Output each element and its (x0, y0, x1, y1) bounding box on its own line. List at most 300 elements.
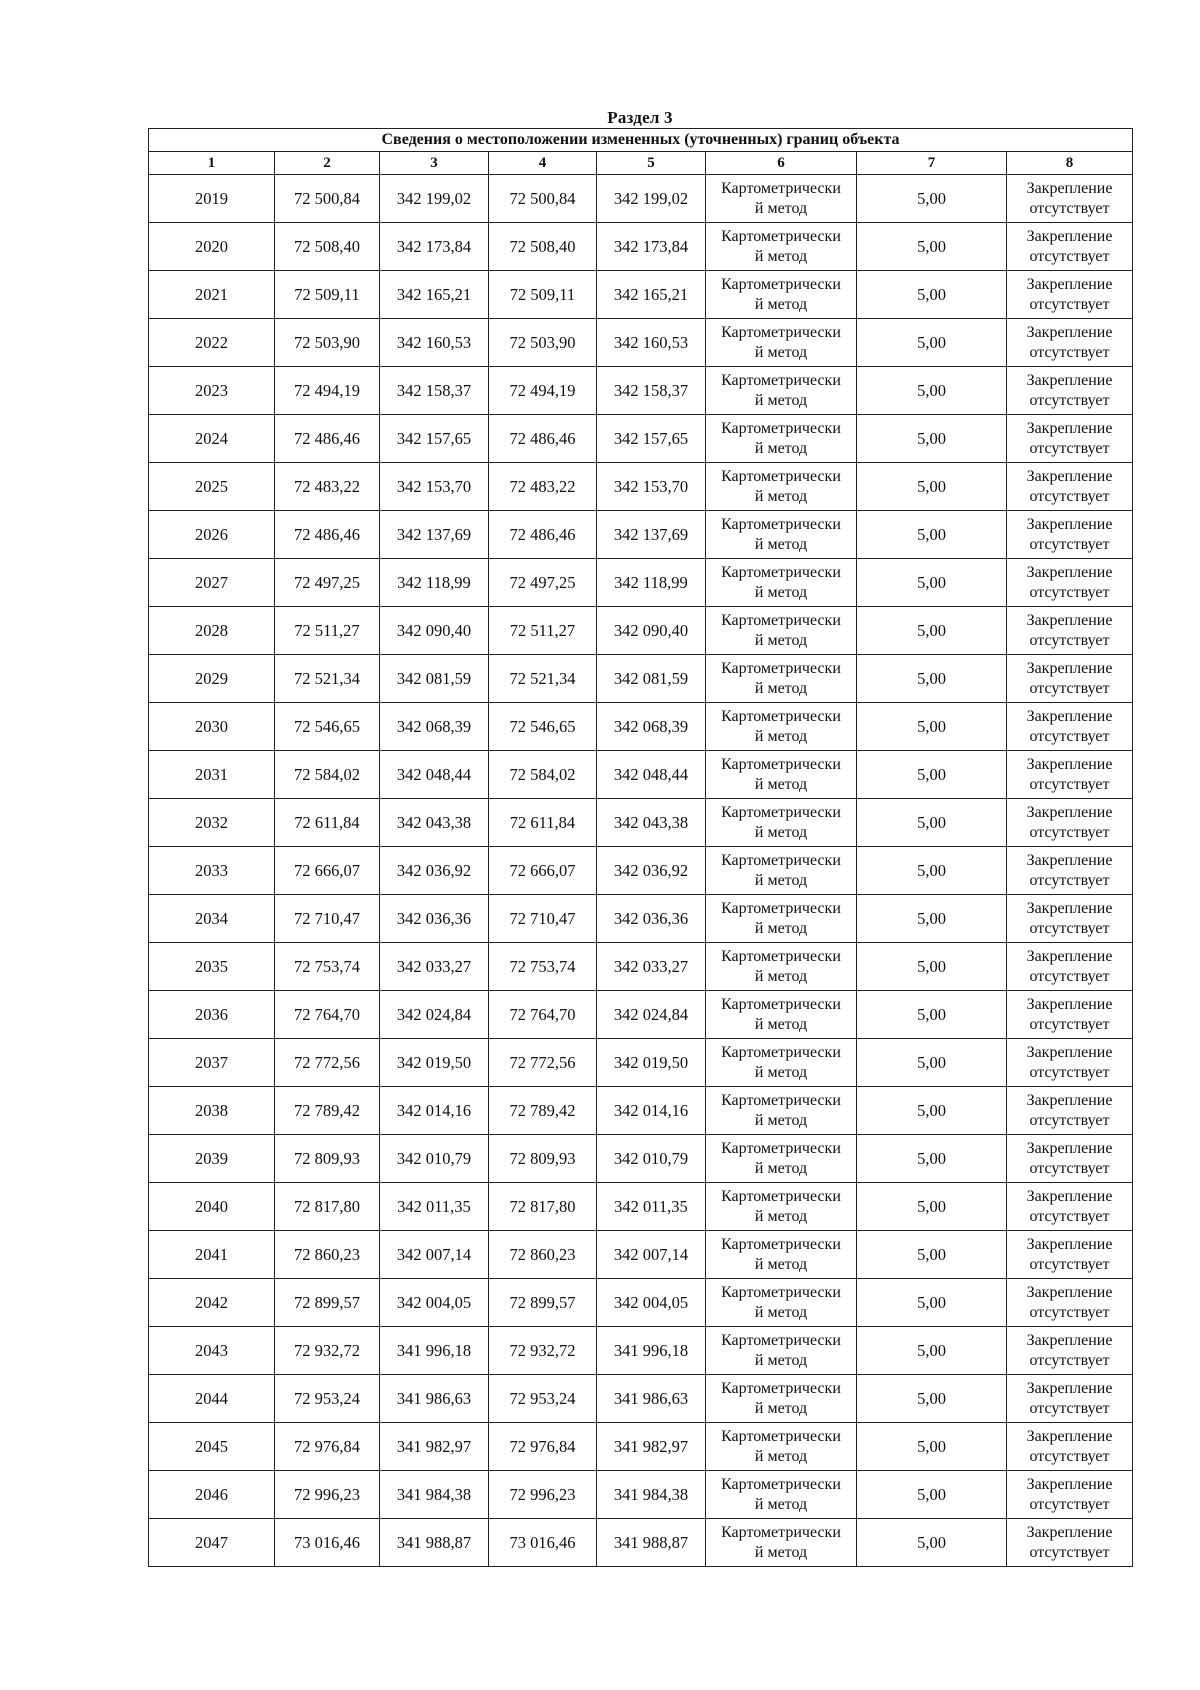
table-row (149, 1231, 1133, 1279)
method-cell (706, 223, 857, 271)
x-refined-cell: 72 611,84 (489, 799, 597, 847)
fixing-cell (1007, 751, 1133, 799)
y-refined-cell: 342 118,99 (597, 559, 706, 607)
method-cell (706, 1327, 857, 1375)
fixing-text-line2: отсутствует (1029, 487, 1110, 505)
method-text-line1: Картометрически (721, 851, 841, 869)
method-text-line1: Картометрически (721, 707, 841, 725)
fixing-text-line1: Закрепление (1026, 1475, 1113, 1493)
y-existing-cell: 341 986,63 (380, 1375, 489, 1423)
accuracy-cell: 5,00 (857, 991, 1007, 1039)
accuracy-cell: 5,00 (857, 799, 1007, 847)
x-refined-cell: 72 497,25 (489, 559, 597, 607)
x-existing-cell: 72 500,84 (275, 175, 380, 223)
x-refined-cell: 72 500,84 (489, 175, 597, 223)
fixing-cell (1007, 703, 1133, 751)
method-text-line2: й метод (754, 1447, 808, 1465)
column-number-7: 7 (857, 152, 1007, 175)
point-number-cell: 2045 (149, 1423, 275, 1471)
fixing-text-line2: отсутствует (1029, 1015, 1110, 1033)
fixing-text-line2: отсутствует (1029, 1351, 1110, 1369)
accuracy-cell: 5,00 (857, 175, 1007, 223)
x-refined-cell: 72 483,22 (489, 463, 597, 511)
fixing-text-line2: отсутствует (1029, 871, 1110, 889)
x-existing-cell: 72 753,74 (275, 943, 380, 991)
accuracy-cell: 5,00 (857, 943, 1007, 991)
method-text-line1: Картометрически (721, 1523, 841, 1541)
method-cell (706, 895, 857, 943)
method-cell (706, 559, 857, 607)
point-number-cell: 2040 (149, 1183, 275, 1231)
y-refined-cell: 342 137,69 (597, 511, 706, 559)
y-refined-cell: 342 068,39 (597, 703, 706, 751)
method-text-line1: Картометрически (721, 323, 841, 341)
point-number-cell: 2030 (149, 703, 275, 751)
method-text-line1: Картометрически (721, 899, 841, 917)
x-existing-cell: 72 497,25 (275, 559, 380, 607)
y-refined-cell: 342 173,84 (597, 223, 706, 271)
accuracy-cell: 5,00 (857, 1471, 1007, 1519)
fixing-text-line2: отсутствует (1029, 1303, 1110, 1321)
y-refined-cell: 342 157,65 (597, 415, 706, 463)
x-refined-cell: 72 953,24 (489, 1375, 597, 1423)
accuracy-cell: 5,00 (857, 415, 1007, 463)
fixing-text-line2: отсутствует (1029, 1207, 1110, 1225)
y-refined-cell: 342 036,36 (597, 895, 706, 943)
table-row (149, 703, 1133, 751)
method-cell (706, 1087, 857, 1135)
method-cell (706, 175, 857, 223)
fixing-text-line2: отсутствует (1029, 1447, 1110, 1465)
method-text-line2: й метод (754, 727, 808, 745)
fixing-text-line1: Закрепление (1026, 803, 1113, 821)
method-text-line1: Картометрически (721, 1139, 841, 1157)
fixing-cell (1007, 367, 1133, 415)
fixing-text-line2: отсутствует (1029, 391, 1110, 409)
accuracy-cell: 5,00 (857, 1231, 1007, 1279)
fixing-text-line1: Закрепление (1026, 227, 1113, 245)
y-existing-cell: 342 137,69 (380, 511, 489, 559)
fixing-text-line1: Закрепление (1026, 1235, 1113, 1253)
x-refined-cell: 73 016,46 (489, 1519, 597, 1567)
fixing-text-line1: Закрепление (1026, 755, 1113, 773)
x-existing-cell: 72 611,84 (275, 799, 380, 847)
table-row (149, 415, 1133, 463)
fixing-cell (1007, 655, 1133, 703)
point-number-cell: 2021 (149, 271, 275, 319)
method-text-line2: й метод (754, 391, 808, 409)
accuracy-cell: 5,00 (857, 319, 1007, 367)
method-text-line1: Картометрически (721, 1379, 841, 1397)
y-refined-cell: 341 986,63 (597, 1375, 706, 1423)
accuracy-cell: 5,00 (857, 223, 1007, 271)
fixing-text-line1: Закрепление (1026, 419, 1113, 437)
fixing-cell (1007, 1039, 1133, 1087)
fixing-text-line2: отсутствует (1029, 247, 1110, 265)
x-refined-cell: 72 976,84 (489, 1423, 597, 1471)
point-number-cell: 2044 (149, 1375, 275, 1423)
fixing-cell (1007, 1327, 1133, 1375)
x-existing-cell: 72 932,72 (275, 1327, 380, 1375)
method-text-line2: й метод (754, 199, 808, 217)
y-refined-cell: 342 019,50 (597, 1039, 706, 1087)
y-existing-cell: 342 157,65 (380, 415, 489, 463)
column-number-2: 2 (275, 152, 380, 175)
accuracy-cell: 5,00 (857, 1375, 1007, 1423)
y-refined-cell: 342 048,44 (597, 751, 706, 799)
x-refined-cell: 72 753,74 (489, 943, 597, 991)
fixing-text-line2: отсутствует (1029, 727, 1110, 745)
method-text-line2: й метод (754, 1399, 808, 1417)
fixing-text-line2: отсутствует (1029, 343, 1110, 361)
table-row (149, 1423, 1133, 1471)
table-row (149, 847, 1133, 895)
y-refined-cell: 341 988,87 (597, 1519, 706, 1567)
method-text-line2: й метод (754, 631, 808, 649)
method-text-line1: Картометрически (721, 1235, 841, 1253)
method-text-line1: Картометрически (721, 275, 841, 293)
fixing-text-line2: отсутствует (1029, 1063, 1110, 1081)
method-text-line1: Картометрически (721, 755, 841, 773)
fixing-text-line1: Закрепление (1026, 611, 1113, 629)
table-row (149, 271, 1133, 319)
point-number-cell: 2020 (149, 223, 275, 271)
fixing-text-line1: Закрепление (1026, 947, 1113, 965)
method-cell (706, 1135, 857, 1183)
x-refined-cell: 72 666,07 (489, 847, 597, 895)
fixing-cell (1007, 895, 1133, 943)
method-text-line1: Картометрически (721, 563, 841, 581)
method-text-line1: Картометрически (721, 1091, 841, 1109)
method-text-line1: Картометрически (721, 995, 841, 1013)
fixing-text-line2: отсутствует (1029, 967, 1110, 985)
x-existing-cell: 72 486,46 (275, 415, 380, 463)
table-row (149, 991, 1133, 1039)
fixing-cell (1007, 1423, 1133, 1471)
accuracy-cell: 5,00 (857, 703, 1007, 751)
y-existing-cell: 342 033,27 (380, 943, 489, 991)
table-row (149, 655, 1133, 703)
y-refined-cell: 342 090,40 (597, 607, 706, 655)
x-refined-cell: 72 486,46 (489, 415, 597, 463)
fixing-text-line1: Закрепление (1026, 1187, 1113, 1205)
point-number-cell: 2019 (149, 175, 275, 223)
x-existing-cell: 72 772,56 (275, 1039, 380, 1087)
method-text-line1: Картометрически (721, 947, 841, 965)
x-refined-cell: 72 710,47 (489, 895, 597, 943)
column-number-3: 3 (380, 152, 489, 175)
point-number-cell: 2032 (149, 799, 275, 847)
fixing-text-line2: отсутствует (1029, 1159, 1110, 1177)
table-row (149, 943, 1133, 991)
fixing-text-line2: отсутствует (1029, 1495, 1110, 1513)
point-number-cell: 2034 (149, 895, 275, 943)
point-number-cell: 2035 (149, 943, 275, 991)
y-existing-cell: 342 160,53 (380, 319, 489, 367)
table-row (149, 1039, 1133, 1087)
method-text-line1: Картометрически (721, 1427, 841, 1445)
fixing-cell (1007, 847, 1133, 895)
x-refined-cell: 72 996,23 (489, 1471, 597, 1519)
fixing-text-line2: отсутствует (1029, 535, 1110, 553)
method-text-line2: й метод (754, 919, 808, 937)
y-existing-cell: 342 024,84 (380, 991, 489, 1039)
x-existing-cell: 72 666,07 (275, 847, 380, 895)
fixing-text-line1: Закрепление (1026, 563, 1113, 581)
table-row (149, 1519, 1133, 1567)
method-text-line1: Картометрически (721, 419, 841, 437)
fixing-cell (1007, 991, 1133, 1039)
point-number-cell: 2037 (149, 1039, 275, 1087)
y-refined-cell: 342 081,59 (597, 655, 706, 703)
accuracy-cell: 5,00 (857, 271, 1007, 319)
fixing-cell (1007, 175, 1133, 223)
method-cell (706, 1183, 857, 1231)
method-text-line1: Картометрически (721, 1283, 841, 1301)
table-row (149, 895, 1133, 943)
method-text-line2: й метод (754, 487, 808, 505)
x-existing-cell: 73 016,46 (275, 1519, 380, 1567)
column-number-1: 1 (149, 152, 275, 175)
x-existing-cell: 72 953,24 (275, 1375, 380, 1423)
point-number-cell: 2026 (149, 511, 275, 559)
fixing-text-line2: отсутствует (1029, 823, 1110, 841)
method-cell (706, 751, 857, 799)
method-text-line2: й метод (754, 1111, 808, 1129)
y-existing-cell: 342 043,38 (380, 799, 489, 847)
x-existing-cell: 72 860,23 (275, 1231, 380, 1279)
section-title: Раздел 3 (607, 108, 673, 127)
y-existing-cell: 341 988,87 (380, 1519, 489, 1567)
x-refined-cell: 72 809,93 (489, 1135, 597, 1183)
y-existing-cell: 342 081,59 (380, 655, 489, 703)
method-cell (706, 271, 857, 319)
fixing-text-line1: Закрепление (1026, 1139, 1113, 1157)
fixing-cell (1007, 1231, 1133, 1279)
table-row (149, 175, 1133, 223)
method-cell (706, 463, 857, 511)
accuracy-cell: 5,00 (857, 559, 1007, 607)
x-existing-cell: 72 789,42 (275, 1087, 380, 1135)
x-existing-cell: 72 508,40 (275, 223, 380, 271)
method-text-line2: й метод (754, 1063, 808, 1081)
method-text-line2: й метод (754, 1543, 808, 1561)
boundary-coordinates-table (148, 128, 1133, 1567)
fixing-text-line2: отсутствует (1029, 295, 1110, 313)
method-text-line1: Картометрически (721, 611, 841, 629)
table-row (149, 1471, 1133, 1519)
method-text-line2: й метод (754, 247, 808, 265)
accuracy-cell: 5,00 (857, 1327, 1007, 1375)
x-existing-cell: 72 509,11 (275, 271, 380, 319)
fixing-cell (1007, 415, 1133, 463)
method-text-line2: й метод (754, 1159, 808, 1177)
method-cell (706, 511, 857, 559)
table-row (149, 1087, 1133, 1135)
x-refined-cell: 72 899,57 (489, 1279, 597, 1327)
method-text-line1: Картометрически (721, 227, 841, 245)
y-existing-cell: 342 118,99 (380, 559, 489, 607)
x-existing-cell: 72 996,23 (275, 1471, 380, 1519)
y-existing-cell: 342 036,36 (380, 895, 489, 943)
accuracy-cell: 5,00 (857, 1279, 1007, 1327)
method-cell (706, 1279, 857, 1327)
method-cell (706, 943, 857, 991)
document-sheet (148, 108, 1132, 1567)
point-number-cell: 2042 (149, 1279, 275, 1327)
column-number-row (149, 152, 1133, 175)
point-number-cell: 2041 (149, 1231, 275, 1279)
x-refined-cell: 72 486,46 (489, 511, 597, 559)
point-number-cell: 2028 (149, 607, 275, 655)
y-refined-cell: 342 014,16 (597, 1087, 706, 1135)
x-refined-cell: 72 511,27 (489, 607, 597, 655)
fixing-text-line2: отсутствует (1029, 1543, 1110, 1561)
x-existing-cell: 72 503,90 (275, 319, 380, 367)
y-refined-cell: 342 160,53 (597, 319, 706, 367)
method-cell (706, 1231, 857, 1279)
x-refined-cell: 72 503,90 (489, 319, 597, 367)
fixing-text-line1: Закрепление (1026, 707, 1113, 725)
y-refined-cell: 341 996,18 (597, 1327, 706, 1375)
y-existing-cell: 342 158,37 (380, 367, 489, 415)
y-refined-cell: 342 165,21 (597, 271, 706, 319)
fixing-cell (1007, 1375, 1133, 1423)
table-row (149, 1183, 1133, 1231)
point-number-cell: 2038 (149, 1087, 275, 1135)
accuracy-cell: 5,00 (857, 367, 1007, 415)
method-text-line2: й метод (754, 439, 808, 457)
fixing-cell (1007, 1135, 1133, 1183)
method-text-line1: Картометрически (721, 179, 841, 197)
method-cell (706, 319, 857, 367)
x-refined-cell: 72 509,11 (489, 271, 597, 319)
table-row (149, 607, 1133, 655)
y-existing-cell: 341 984,38 (380, 1471, 489, 1519)
method-text-line1: Картометрически (721, 467, 841, 485)
point-number-cell: 2033 (149, 847, 275, 895)
fixing-text-line1: Закрепление (1026, 371, 1113, 389)
y-existing-cell: 342 014,16 (380, 1087, 489, 1135)
table-body (149, 175, 1133, 1567)
x-existing-cell: 72 817,80 (275, 1183, 380, 1231)
y-existing-cell: 342 011,35 (380, 1183, 489, 1231)
fixing-text-line1: Закрепление (1026, 467, 1113, 485)
y-refined-cell: 342 010,79 (597, 1135, 706, 1183)
fixing-cell (1007, 1183, 1133, 1231)
accuracy-cell: 5,00 (857, 1087, 1007, 1135)
method-text-line2: й метод (754, 871, 808, 889)
fixing-text-line2: отсутствует (1029, 1111, 1110, 1129)
method-text-line2: й метод (754, 1351, 808, 1369)
x-existing-cell: 72 511,27 (275, 607, 380, 655)
method-text-line2: й метод (754, 1207, 808, 1225)
fixing-text-line1: Закрепление (1026, 1331, 1113, 1349)
accuracy-cell: 5,00 (857, 751, 1007, 799)
fixing-cell (1007, 319, 1133, 367)
table-caption: Сведения о местоположении измененных (уточненных) границ объекта (149, 129, 1133, 152)
method-cell (706, 1519, 857, 1567)
x-refined-cell: 72 817,80 (489, 1183, 597, 1231)
method-cell (706, 1039, 857, 1087)
fixing-cell (1007, 1279, 1133, 1327)
point-number-cell: 2047 (149, 1519, 275, 1567)
point-number-cell: 2024 (149, 415, 275, 463)
y-existing-cell: 342 199,02 (380, 175, 489, 223)
method-text-line2: й метод (754, 775, 808, 793)
y-refined-cell: 342 158,37 (597, 367, 706, 415)
method-cell (706, 367, 857, 415)
accuracy-cell: 5,00 (857, 607, 1007, 655)
fixing-text-line1: Закрепление (1026, 1427, 1113, 1445)
fixing-cell (1007, 271, 1133, 319)
accuracy-cell: 5,00 (857, 1135, 1007, 1183)
x-existing-cell: 72 483,22 (275, 463, 380, 511)
x-existing-cell: 72 494,19 (275, 367, 380, 415)
fixing-text-line2: отсутствует (1029, 775, 1110, 793)
point-number-cell: 2025 (149, 463, 275, 511)
accuracy-cell: 5,00 (857, 1423, 1007, 1471)
x-refined-cell: 72 521,34 (489, 655, 597, 703)
y-existing-cell: 342 153,70 (380, 463, 489, 511)
y-existing-cell: 342 019,50 (380, 1039, 489, 1087)
fixing-text-line2: отсутствует (1029, 631, 1110, 649)
y-refined-cell: 341 982,97 (597, 1423, 706, 1471)
method-text-line2: й метод (754, 343, 808, 361)
method-text-line2: й метод (754, 1255, 808, 1273)
table-row (149, 1135, 1133, 1183)
y-existing-cell: 341 982,97 (380, 1423, 489, 1471)
column-number-6: 6 (706, 152, 857, 175)
fixing-cell (1007, 511, 1133, 559)
method-text-line1: Картометрически (721, 371, 841, 389)
point-number-cell: 2023 (149, 367, 275, 415)
fixing-text-line1: Закрепление (1026, 851, 1113, 869)
y-refined-cell: 342 153,70 (597, 463, 706, 511)
y-refined-cell: 342 036,92 (597, 847, 706, 895)
table-row (149, 559, 1133, 607)
method-cell (706, 607, 857, 655)
fixing-text-line2: отсутствует (1029, 1399, 1110, 1417)
x-existing-cell: 72 710,47 (275, 895, 380, 943)
point-number-cell: 2022 (149, 319, 275, 367)
table-row (149, 319, 1133, 367)
x-existing-cell: 72 976,84 (275, 1423, 380, 1471)
fixing-text-line1: Закрепление (1026, 179, 1113, 197)
fixing-text-line2: отсутствует (1029, 679, 1110, 697)
fixing-text-line1: Закрепление (1026, 1043, 1113, 1061)
accuracy-cell: 5,00 (857, 511, 1007, 559)
accuracy-cell: 5,00 (857, 847, 1007, 895)
fixing-cell (1007, 1087, 1133, 1135)
table-row (149, 463, 1133, 511)
method-text-line2: й метод (754, 679, 808, 697)
fixing-text-line1: Закрепление (1026, 1283, 1113, 1301)
y-refined-cell: 342 011,35 (597, 1183, 706, 1231)
accuracy-cell: 5,00 (857, 895, 1007, 943)
y-refined-cell: 342 007,14 (597, 1231, 706, 1279)
fixing-text-line2: отсутствует (1029, 199, 1110, 217)
fixing-text-line1: Закрепление (1026, 1379, 1113, 1397)
fixing-text-line2: отсутствует (1029, 439, 1110, 457)
fixing-cell (1007, 463, 1133, 511)
x-existing-cell: 72 486,46 (275, 511, 380, 559)
x-refined-cell: 72 508,40 (489, 223, 597, 271)
method-text-line2: й метод (754, 1015, 808, 1033)
column-number-5: 5 (597, 152, 706, 175)
column-number-4: 4 (489, 152, 597, 175)
method-cell (706, 703, 857, 751)
